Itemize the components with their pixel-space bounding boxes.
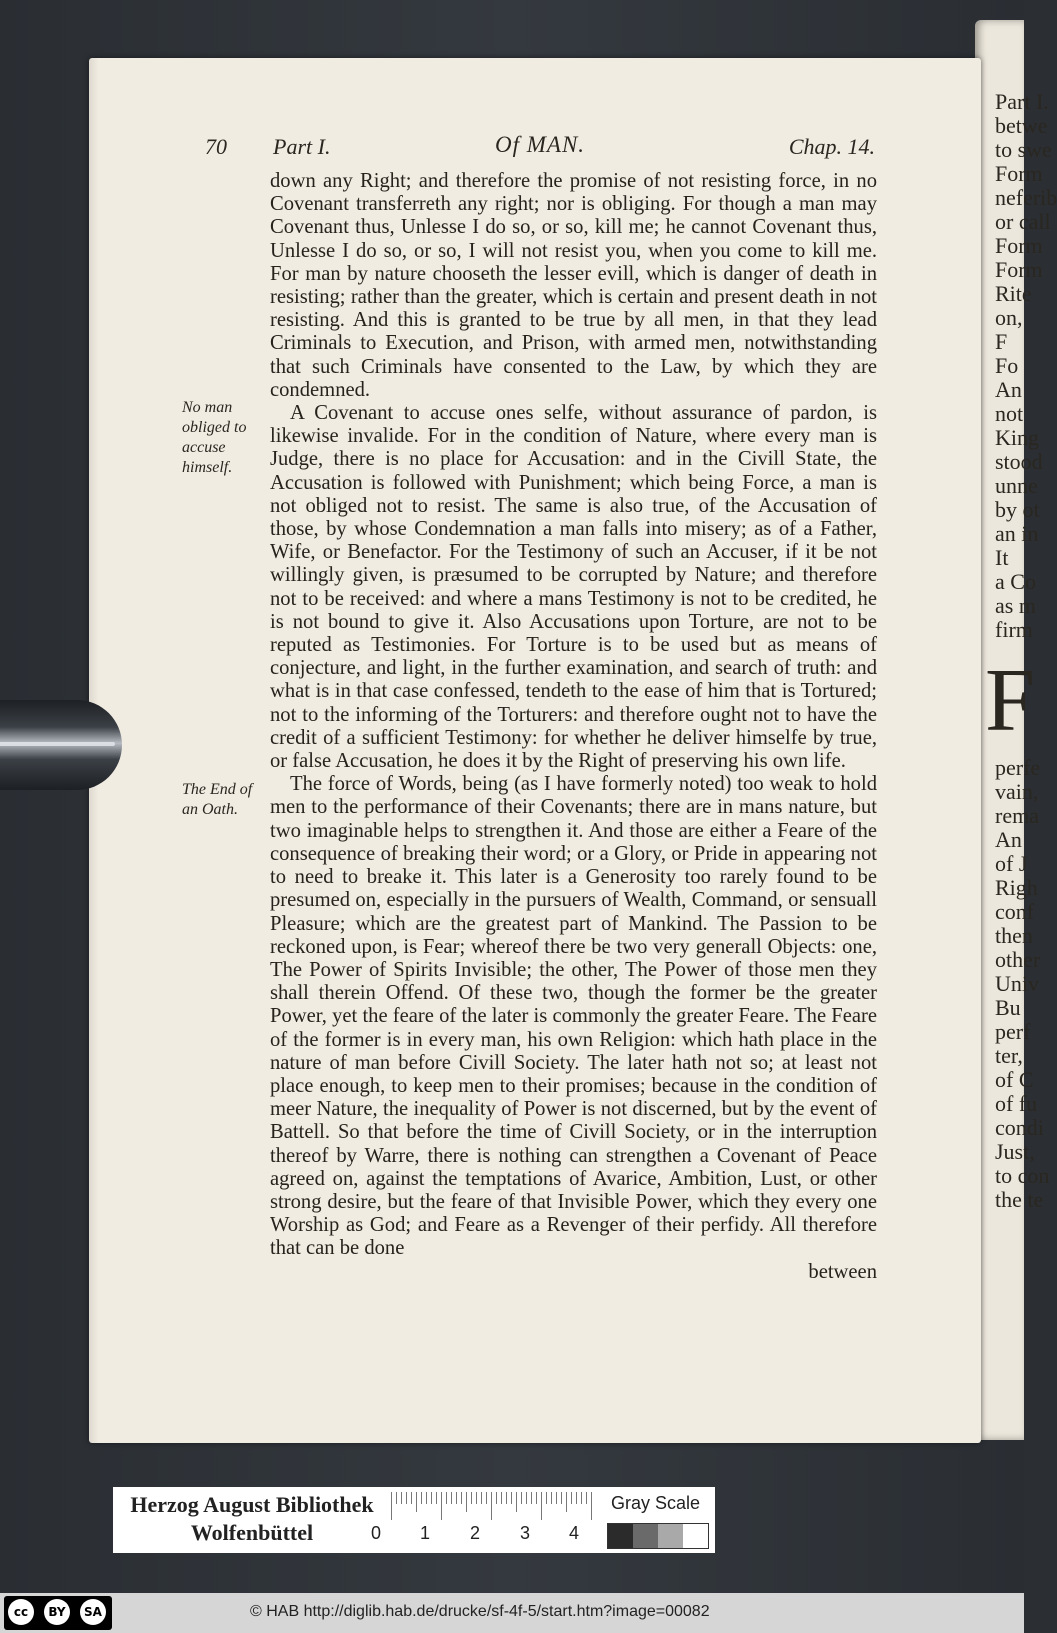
ruler-tick [561,1492,562,1504]
ruler-tick [581,1492,582,1504]
facing-page-fragment: It [995,545,1009,570]
ruler-tick [486,1492,487,1504]
facing-page-fragment: Form [995,233,1043,258]
running-header [205,130,875,164]
facing-page-fragment: Righ [995,875,1038,900]
ruler-tick [456,1492,457,1504]
facing-page-edge [975,20,1057,1440]
ruler-number: 1 [420,1523,431,1543]
ruler-tick [431,1492,432,1504]
facing-page-fragment: other [995,947,1041,972]
facing-page-fragment: or call [995,209,1051,234]
header-part: Part I. [273,134,331,159]
facing-page-fragment: perfe [995,755,1041,780]
ruler-tick [441,1492,442,1520]
facing-page-fragment: Part I. [995,89,1049,114]
ruler-tick [401,1492,402,1504]
facing-page-fragment: conf [995,899,1035,924]
ruler-tick [491,1492,492,1520]
facing-page-fragment: of C [995,1067,1034,1092]
facing-page-fragment: Just, [995,1139,1035,1164]
facing-page-fragment: F [985,651,1036,750]
ruler-tick [411,1492,412,1504]
header-chapter: Chap. 14. [788,134,875,159]
facing-page-fragment: Fo [995,353,1019,378]
gray-swatch [633,1524,658,1548]
facing-page-fragment: King [995,425,1039,450]
ruler-tick [546,1492,547,1504]
sa-icon: SA [80,1599,106,1625]
facing-page-fragment: neferib [995,185,1057,210]
ruler-tick [516,1492,517,1512]
gray-swatch [683,1524,708,1548]
paragraph-2: A Covenant to accuse ones selfe, without assurance of pardon, is likewise invalide. For in the condition of Nature, where every man is Judge, there is no place for Accusation: and in the Civill State, the Accusation is followed with Punishment; which being Force, a man is not obliged not to resist. The same is also true, of the Accusation of those, by whose Condemnation a man falls into misery; as of a Father, Wife, or Benefactor. For the Testimony of such an Accuser, if it be not willingly given, is præsumed to be corrupted by Nature; and therefore not to be received: and where a mans Testimony is not to be credited, he is not bound to give it. Also Accusations upon Torture, are not to be reputed as Testimonies. For Torture is to be used but as means of conjecture, and light, in the further examination, and search of truth: and what is in that case confessed, tendeth to the ease of him that is Tortured; not to the informing of the Torturers: and therefore ought not to have the credit of a sufficient Testimony: for whether he deliver himselfe by true, or false Accusation, he does it by the Right of preserving his own life. [270,402,877,773]
ruler-tick [576,1492,577,1504]
facing-page-fragment: an in [995,521,1039,546]
facing-page-fragment: to swe [995,137,1052,162]
facing-page-fragment: unne [995,473,1038,498]
ruler-tick [506,1492,507,1504]
ruler-tick [466,1492,467,1512]
facing-page-fragment: firm [995,617,1033,642]
gray-scale-label: Gray Scale [611,1493,701,1513]
page-body-text [270,170,877,1284]
ruler-tick [536,1492,537,1504]
ruler-tick [406,1492,407,1504]
margin-note-accuse: No man obliged to accuse himself. [182,399,247,476]
facing-page-fragment: condi [995,1115,1044,1140]
paragraph-1: down any Right; and therefore the promise of not resisting force, in no Covenant transferreth any right; nor is obliging. For though a man may Covenant thus, Unlesse I do so, or so, kill me; he cannot Covenant thus, Unlesse I do so, or so, I will not resist you, when you come to kill me. For man by nature chooseth the lesser evill, which is danger of death in resisting; rather than the greater, which is certain and present death in not resisting. And this is granted to be true by all men, in that they lead Criminals to Execution, and Prison, with armed men, notwithstanding that such Criminals have consented to the Law, by which they are condemned. [270,170,877,401]
ruler-tick [531,1492,532,1504]
ruler-tick [586,1492,587,1504]
facing-page-fragment: not [995,401,1024,426]
ruler-tick [481,1492,482,1504]
ruler-tick [461,1492,462,1504]
ruler-tick [591,1492,592,1520]
facing-page-fragment: Form [995,161,1043,186]
facing-page-fragment: vain, [995,779,1039,804]
ruler-tick [471,1492,472,1504]
footer-credit-link[interactable]: © HAB http://diglib.hab.de/drucke/sf-4f-5/start.htm?image=00082 [250,1603,710,1620]
institution-name [126,1491,378,1547]
ruler-tick [511,1492,512,1504]
ruler-tick [526,1492,527,1504]
facing-page-fragment: to con [995,1163,1050,1188]
ruler-tick [421,1492,422,1504]
cc-license-badge[interactable] [4,1596,112,1630]
facing-page-fragment: as m [995,593,1036,618]
page-number: 70 [205,134,227,159]
color-scale-card [113,1487,715,1553]
ruler-tick [476,1492,477,1504]
ruler-tick [556,1492,557,1504]
facing-page-fragment: perf [995,1019,1031,1044]
by-icon: BY [44,1599,70,1625]
facing-page-fragment: the te [995,1187,1044,1212]
facing-page-fragment: Univ [995,971,1039,996]
facing-page-fragment: ter, [995,1043,1023,1068]
ruler-tick [566,1492,567,1512]
margin-note-oath: The End of an Oath. [182,781,253,818]
ruler-tick [396,1492,397,1504]
facing-page-fragment: Form [995,257,1043,282]
ruler-tick [541,1492,542,1520]
gray-swatch [658,1524,683,1548]
catchword: between [808,1260,877,1283]
ruler-tick [451,1492,452,1504]
footer-bar [0,1593,1024,1633]
institution-line-2: Wolfenbüttel [190,1520,314,1545]
institution-line-1: Herzog August Bibliothek [130,1492,374,1517]
facing-page-fragment: a Co [995,569,1036,594]
ruler-tick [436,1492,437,1504]
gray-swatches [607,1523,709,1549]
page-clip-shine [0,742,115,746]
ruler-tick [416,1492,417,1512]
facing-page-fragment: of J [995,851,1028,876]
ruler-number: 0 [371,1523,382,1543]
ruler-tick [571,1492,572,1504]
cc-icon: cc [8,1599,34,1625]
facing-page-fragment: rema [995,803,1039,828]
facing-page-fragment: stood [995,449,1043,474]
facing-page-fragment: Rite [995,281,1032,306]
facing-page-fragment: by ot [995,497,1040,522]
header-title: Of MAN. [495,132,586,157]
ruler-number: 2 [470,1523,481,1543]
facing-page-fragment: Bu [995,995,1021,1020]
facing-page-fragment: An [995,377,1022,402]
ruler-tick [496,1492,497,1504]
facing-page-fragment: of fu [995,1091,1038,1116]
facing-page-fragment: F [995,329,1008,354]
facing-page-fragment: An [995,827,1022,852]
ruler-tick [446,1492,447,1504]
ruler-tick [391,1492,392,1520]
paragraph-3: The force of Words, being (as I have formerly noted) too weak to hold men to the performance of their Covenants; there are in mans nature, but two imaginable helps to strengthen it. And those are either a Feare of the consequence of breaking their word; or a Glory, or Pride in appearing not to need to breake it. This later is a Generosity too rarely found to be presumed on, especially in the pursuers of Wealth, Command, or sensuall Pleasure; which are the greatest part of Mankind. The Passion to be reckoned upon, is Fear; whereof there be two very generall Objects: one, The Power of Spirits Invisible; the other, The Power of those men they shall therein Offend. Of these two, though the former be the greater Power, yet the feare of the later is commonly the greater Feare. The Feare of the former is in every man, his own Religion: which hath place in the nature of man before Civill Society. The later hath not so; at least not place enough, to keep men to their promises; because in the condition of meer Nature, the inequality of Power is not discerned, but by the event of Battell. So that before the time of Civill Society, or in the interruption thereof by Warre, there is nothing can strengthen a Covenant of Peace agreed on, against the temptations of Avarice, Ambition, Lust, or other strong desire, but the feare of that Invisible Power, which they every one Worship as God; and Feare as a Revenger of their perfidy. All therefore that can be done [270,773,877,1260]
facing-page-fragment: betwe [995,113,1048,138]
ruler-tick [521,1492,522,1504]
ruler-number: 3 [520,1523,531,1543]
gray-swatch [608,1524,633,1548]
ruler-tick [551,1492,552,1504]
facing-page-fragment: on, [995,305,1023,330]
ruler-tick [426,1492,427,1504]
ruler-number: 4 [569,1523,580,1543]
ruler-tick [501,1492,502,1504]
facing-page-fragment: then [995,923,1033,948]
